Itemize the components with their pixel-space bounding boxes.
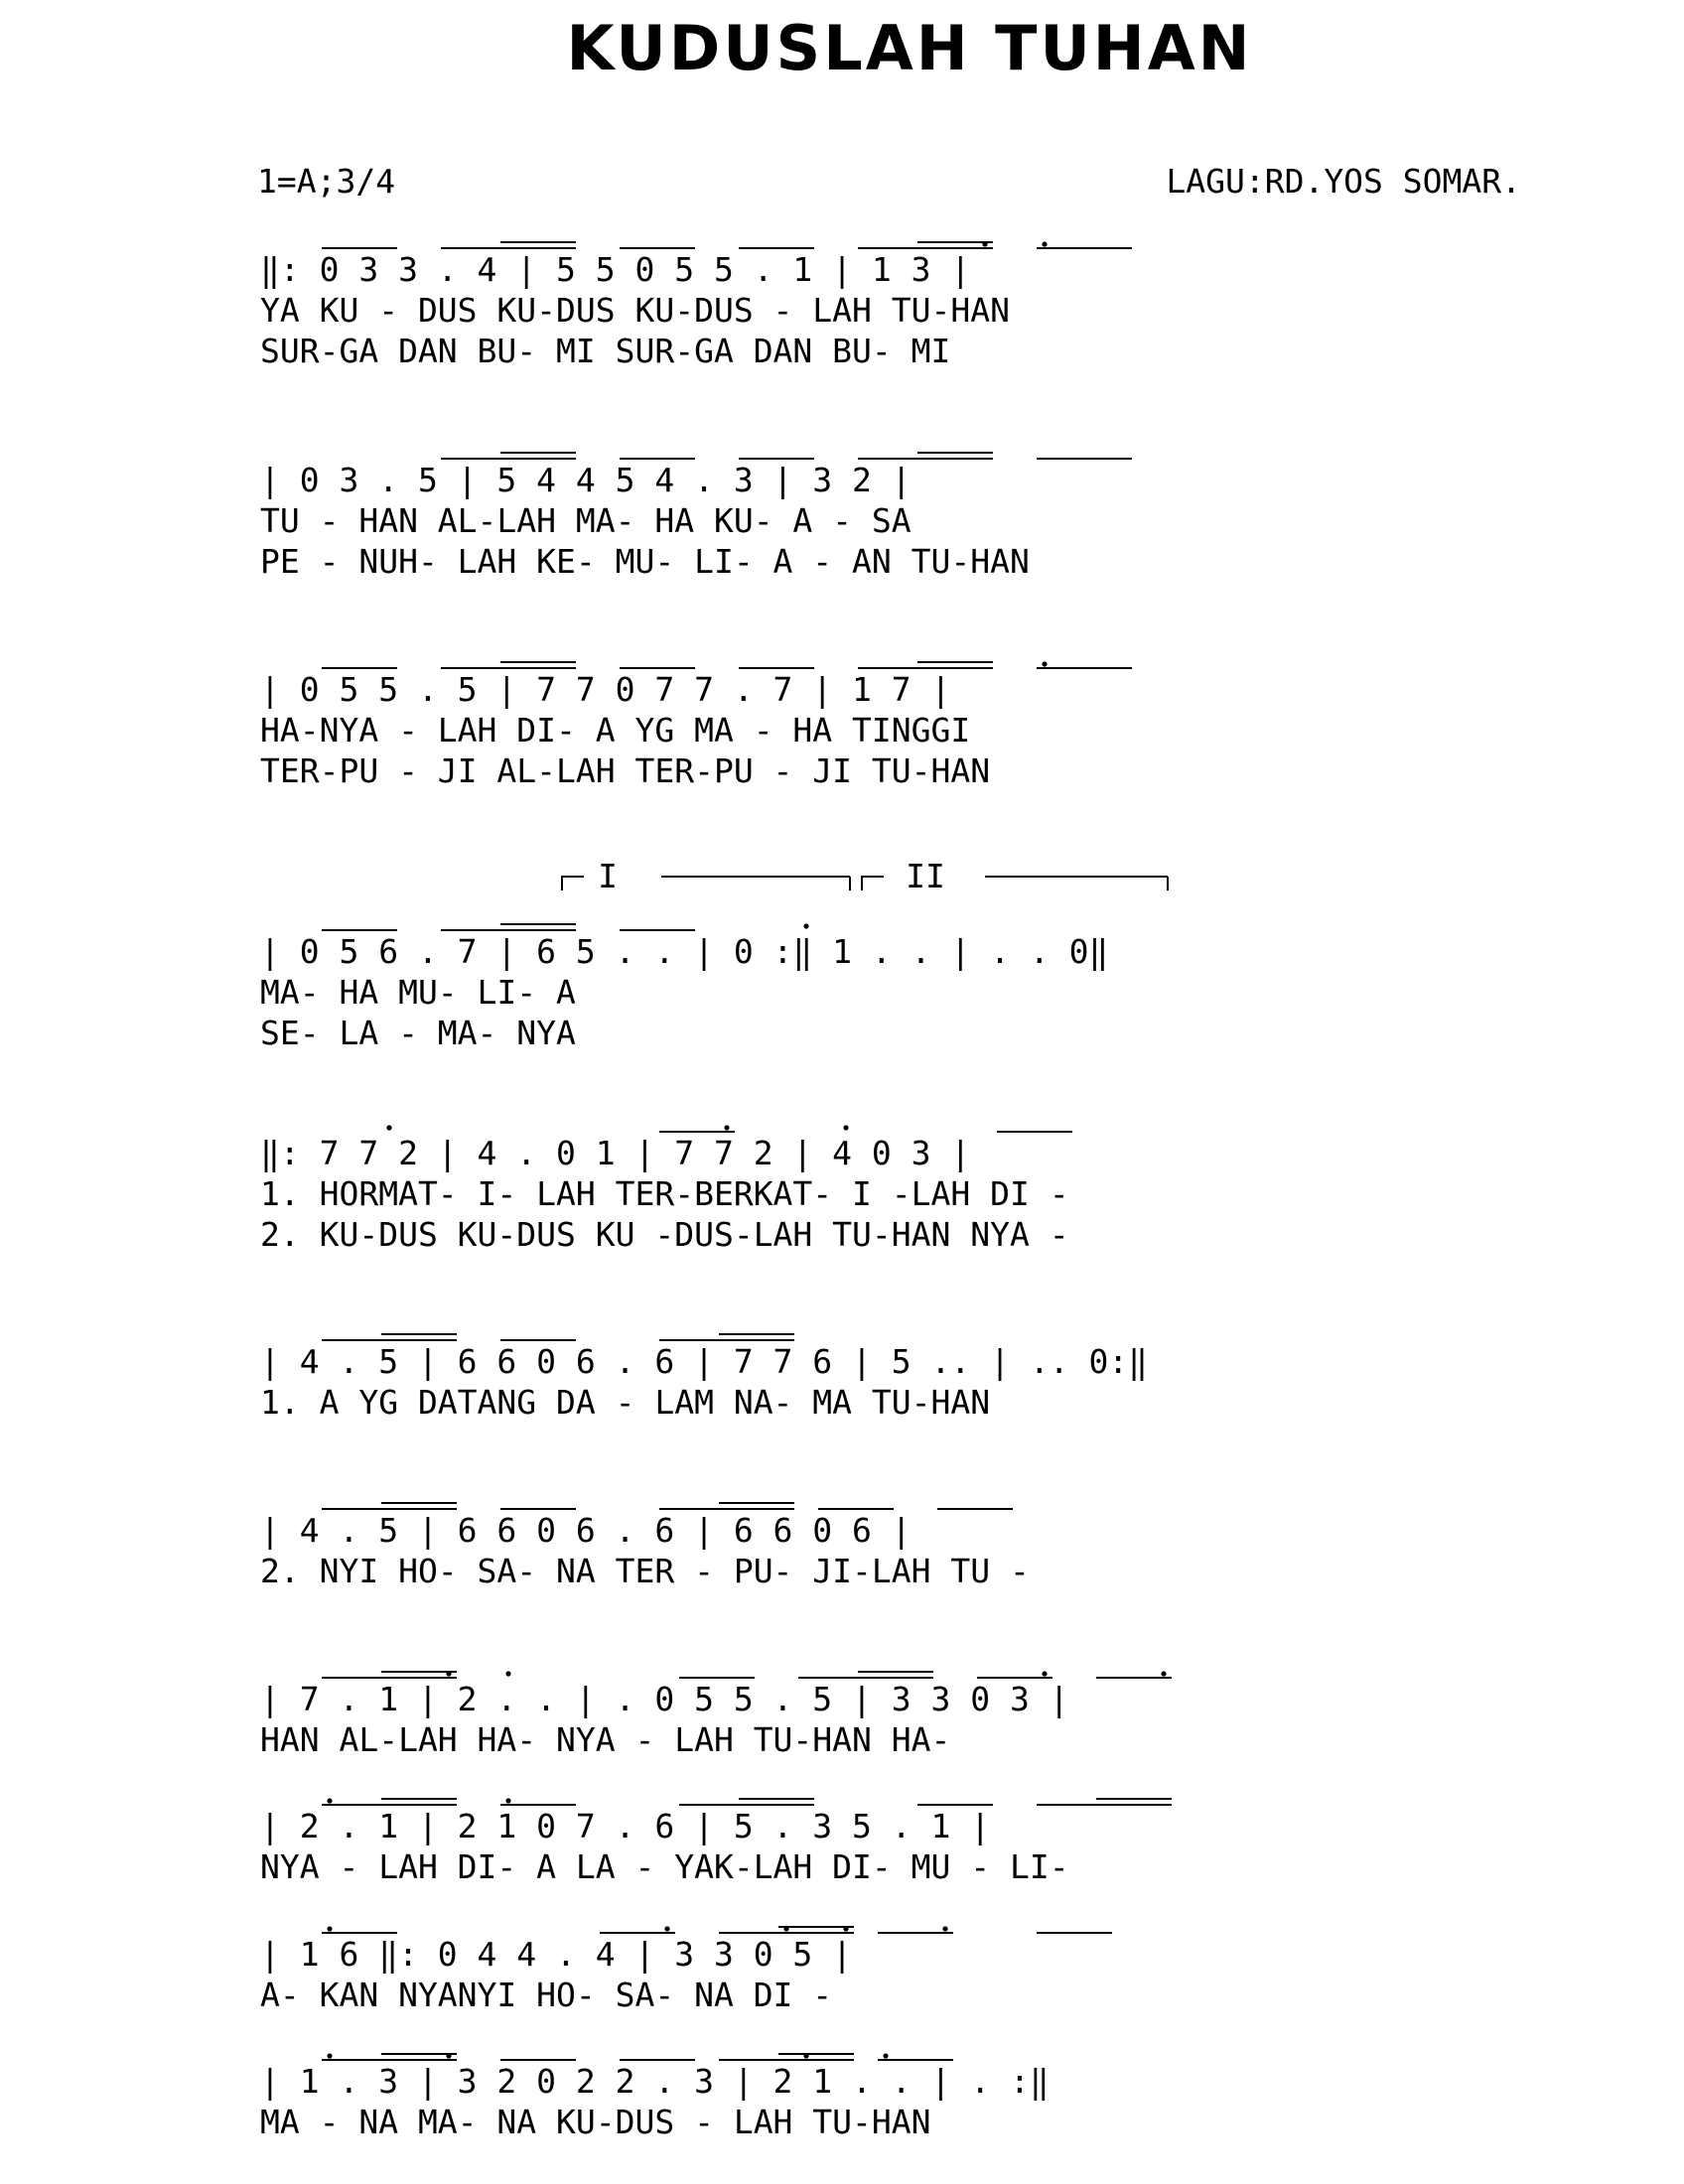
volta-label-1: I [598, 857, 618, 895]
volta-label-2: II [906, 857, 945, 895]
lyric-line: TER-PU - JI AL-LAH TER-PU - JI TU-HAN [260, 751, 991, 790]
volta-bracket-2-left [862, 877, 884, 890]
octave-dot [803, 2053, 808, 2058]
lyric-line: NYA - LAH DI- A LA - YAK-LAH DI- MU - LI- [260, 1847, 1069, 1886]
octave-dot [1042, 241, 1047, 246]
lyric-line: SE- LA - MA- NYA [260, 1014, 576, 1052]
music-body [260, 241, 1172, 2141]
notation-line: | 7 . 1 | 2 . . | . 0 5 5 . 5 | 3 3 0 3 | [260, 1680, 1069, 1718]
notation-line: | 2 . 1 | 2 1 0 7 . 6 | 5 . 3 5 . 1 | [260, 1807, 991, 1845]
lyric-line: 1. HORMAT- I- LAH TER-BERKAT- I -LAH DI - [260, 1174, 1069, 1213]
octave-dot [883, 2053, 888, 2058]
lyric-line: PE - NUH- LAH KE- MU- LI- A - AN TU-HAN [260, 542, 1030, 581]
octave-dot [803, 923, 808, 928]
octave-dot [505, 1798, 510, 1803]
octave-dot [843, 1125, 848, 1130]
lyric-line: HA-NYA - LAH DI- A YG MA - HA TINGGI [260, 711, 971, 750]
octave-dot [446, 2053, 451, 2058]
octave-dot [505, 1671, 510, 1676]
octave-dot [327, 2053, 332, 2058]
key-signature: 1=A;3/4 [257, 162, 396, 201]
notation-line: | 1 6 ‖: 0 4 4 . 4 | 3 3 0 5 | [260, 1935, 853, 1974]
lyric-line: YA KU - DUS KU-DUS KU-DUS - LAH TU-HAN [260, 291, 1010, 330]
lyric-line: 2. NYI HO- SA- NA TER - PU- JI-LAH TU - [260, 1552, 1030, 1590]
lyric-line: A- KAN NYANYI HO- SA- NA DI - [260, 1976, 833, 2014]
octave-dot [724, 1125, 729, 1130]
octave-dot [843, 1926, 848, 1931]
lyric-line: 1. A YG DATANG DA - LAM NA- MA TU-HAN [260, 1383, 991, 1422]
song-title: KUDUSLAH TUHAN [566, 12, 1253, 84]
octave-dot [664, 1926, 669, 1931]
octave-dot [1042, 661, 1047, 666]
octave-dot [942, 1926, 947, 1931]
lyric-line: SUR-GA DAN BU- MI SUR-GA DAN BU- MI [260, 332, 951, 370]
notation-line: | 4 . 5 | 6 6 0 6 . 6 | 7 7 6 | 5 .. | .. 0:‖ [260, 1342, 1149, 1381]
lyric-line: MA - NA MA- NA KU-DUS - LAH TU-HAN [260, 2103, 931, 2141]
notation-line: | 0 3 . 5 | 5 4 4 5 4 . 3 | 3 2 | [260, 461, 912, 499]
octave-dot [783, 1926, 788, 1931]
lyric-line: TU - HAN AL-LAH MA- HA KU- A - SA [260, 501, 912, 540]
volta-bracket-1-left [562, 877, 584, 890]
notation-line: | 1 . 3 | 3 2 0 2 2 . 3 | 2 1 . . | . :‖ [260, 2062, 1050, 2101]
notation-line: | 4 . 5 | 6 6 0 6 . 6 | 6 6 0 6 | [260, 1511, 912, 1550]
octave-dot [1161, 1671, 1166, 1676]
composer-credit: LAGU:RD.YOS SOMAR. [1166, 162, 1521, 201]
lyric-line: MA- HA MU- LI- A [260, 973, 576, 1012]
octave-dot [327, 1926, 332, 1931]
octave-dot [1042, 1671, 1047, 1676]
octave-dot [386, 1125, 391, 1130]
notation-line: ‖: 7 7 2 | 4 . 0 1 | 7 7 2 | 4 0 3 | [260, 1134, 971, 1172]
notation-line: | 0 5 6 . 7 | 6 5 . . | 0 :‖ 1 . . | . . 0‖ [260, 932, 1109, 971]
notation-line: | 0 5 5 . 5 | 7 7 0 7 7 . 7 | 1 7 | [260, 670, 951, 709]
octave-dot [982, 241, 987, 246]
octave-dot [327, 1798, 332, 1803]
lyric-line: HAN AL-LAH HA- NYA - LAH TU-HAN HA- [260, 1720, 951, 1759]
notation-line: ‖: 0 3 3 . 4 | 5 5 0 5 5 . 1 | 1 3 | [260, 250, 971, 289]
lyric-line: 2. KU-DUS KU-DUS KU -DUS-LAH TU-HAN NYA - [260, 1215, 1069, 1254]
octave-dot [446, 1671, 451, 1676]
